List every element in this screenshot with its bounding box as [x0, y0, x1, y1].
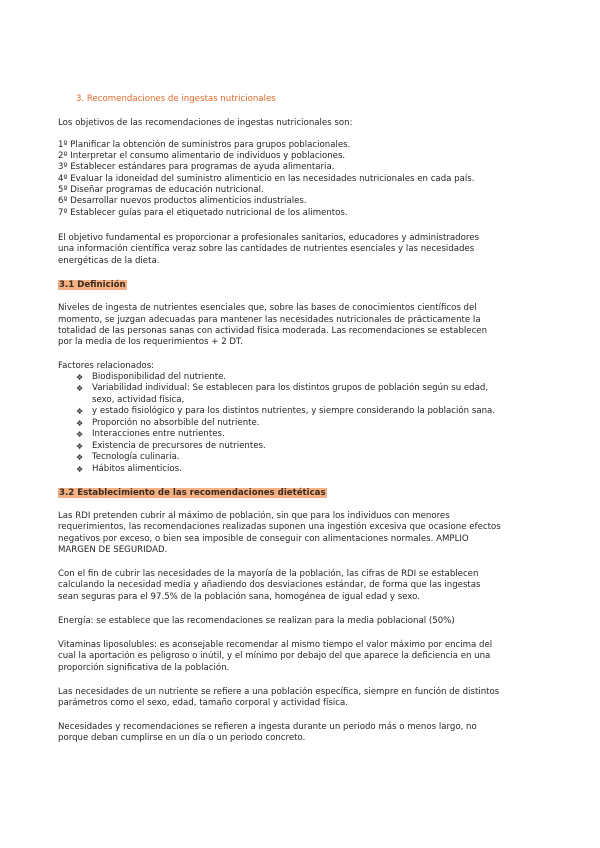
objective-item: 5º Diseñar programas de educación nutricional.: [58, 185, 264, 195]
paragraph-line: Vitaminas liposolubles: es aconsejable recomendar al mismo tiempo el valor máximo por encima del: [58, 640, 493, 650]
paragraph-line: Necesidades y recomendaciones se refieren a ingesta durante un periodo más o menos largo, no: [58, 722, 477, 732]
factor-item: Proporción no absorbible del nutriente.: [92, 418, 260, 428]
objective-item: 4º Evaluar la idoneidad del suministro alimenticio en las necesidades nutricionales en cada país.: [58, 174, 475, 184]
paragraph-line: energéticas de la dieta.: [58, 256, 160, 266]
paragraph-line: por la media de los requerimientos + 2 DT.: [58, 337, 243, 347]
factor-item: Variabilidad individual: Se establecen para los distintos grupos de población según su edad,: [92, 383, 489, 393]
paragraph-line: cual la aportación es peligroso o inútil, y el mínimo por debajo del que aparece la deficiencia en una: [58, 651, 491, 661]
definition-heading-text: 3.1 Definición: [59, 280, 126, 290]
paragraph-line: una información científica veraz sobre las cantidades de nutrientes esenciales y las necesidades: [58, 244, 475, 254]
bullet-icon: ❖: [76, 373, 84, 382]
bullet-icon: ❖: [76, 430, 84, 439]
paragraph-line: porque deban cumplirse en un día o un periodo concreto.: [58, 733, 306, 743]
paragraph-line: Las RDI pretenden cubrir al máximo de población, sin que para los individuos con menores: [58, 511, 450, 521]
establishment-heading-text: 3.2 Establecimiento de las recomendaciones dietéticas: [59, 488, 326, 498]
objective-item: 3º Establecer estándares para programas de ayuda alimentaria.: [58, 162, 335, 172]
factor-item: y estado fisiológico y para los distintos nutrientes, y siempre considerando la población sana.: [92, 406, 496, 416]
paragraph-line: momento, se juzgan adecuadas para mantener las necesidades nutricionales de prácticamente la: [58, 315, 481, 325]
objective-item: 1º Planificar la obtención de suministros para grupos poblacionales.: [58, 140, 351, 150]
paragraph-line: proporción significativa de la población.: [58, 663, 230, 673]
bullet-icon: ❖: [76, 419, 84, 428]
objective-item: 6º Desarrollar nuevos productos alimenticios industriales.: [58, 196, 307, 206]
factors-label: Factores relacionados:: [58, 361, 155, 371]
section-heading: 3. Recomendaciones de ingestas nutricionales: [76, 94, 276, 104]
bullet-icon: ❖: [76, 453, 84, 462]
factor-item: Tecnología culinaria.: [92, 452, 180, 462]
paragraph-line: Niveles de ingesta de nutrientes esenciales que, sobre las bases de conocimientos científicos del: [58, 303, 477, 313]
paragraph-line: El objetivo fundamental es proporcionar a profesionales sanitarios, educadores y administradores: [58, 233, 479, 243]
paragraph-line: Las necesidades de un nutriente se refiere a una población específica, siempre en función de distintos: [58, 687, 500, 697]
energy-line: Energía: se establece que las recomendaciones se realizan para la media poblacional (50%): [58, 616, 455, 626]
factor-item: Hábitos alimenticios.: [92, 464, 182, 474]
paragraph-line: calculando la necesidad media y añadiendo dos desviaciones estándar, de forma que las ingestas: [58, 580, 481, 590]
bullet-icon: ❖: [76, 384, 84, 393]
paragraph-line: Con el fin de cubrir las necesidades de la mayoría de la población, las cifras de RDI se establecen: [58, 569, 479, 579]
paragraph-line: negativos por exceso, o bien sea imposible de conseguir con alimentaciones normales. AMPLIO: [58, 534, 469, 544]
bullet-icon: ❖: [76, 407, 84, 416]
factor-item: Biodisponibilidad del nutriente.: [92, 372, 227, 382]
paragraph-line: sean seguras para el 97.5% de la población sana, homogénea de igual edad y sexo.: [58, 592, 420, 602]
bullet-icon: ❖: [76, 442, 84, 451]
paragraph-line: parámetros como el sexo, edad, tamaño corporal y actividad física.: [58, 698, 348, 708]
definition-heading: [58, 280, 127, 291]
bullet-icon: ❖: [76, 465, 84, 474]
paragraph-line: totalidad de las personas sanas con actividad física moderada. Las recomendaciones se establecen: [58, 326, 488, 336]
factor-item: Existencia de precursores de nutrientes.: [92, 441, 266, 451]
paragraph-line: requerimientos, las recomendaciones realizadas suponen una ingestión excesiva que ocasione efectos: [58, 522, 501, 532]
establishment-heading: [58, 488, 327, 499]
objective-item: 7º Establecer guías para el etiquetado nutricional de los alimentos.: [58, 208, 348, 218]
objective-item: 2º Interpretar el consumo alimentario de individuos y poblaciones.: [58, 151, 346, 161]
paragraph-line: MARGEN DE SEGURIDAD.: [58, 545, 168, 555]
factor-item-continuation: sexo, actividad física,: [92, 395, 185, 405]
factor-item: Interacciones entre nutrientes.: [92, 429, 225, 439]
intro-text: Los objetivos de las recomendaciones de ingestas nutricionales son:: [58, 118, 353, 128]
